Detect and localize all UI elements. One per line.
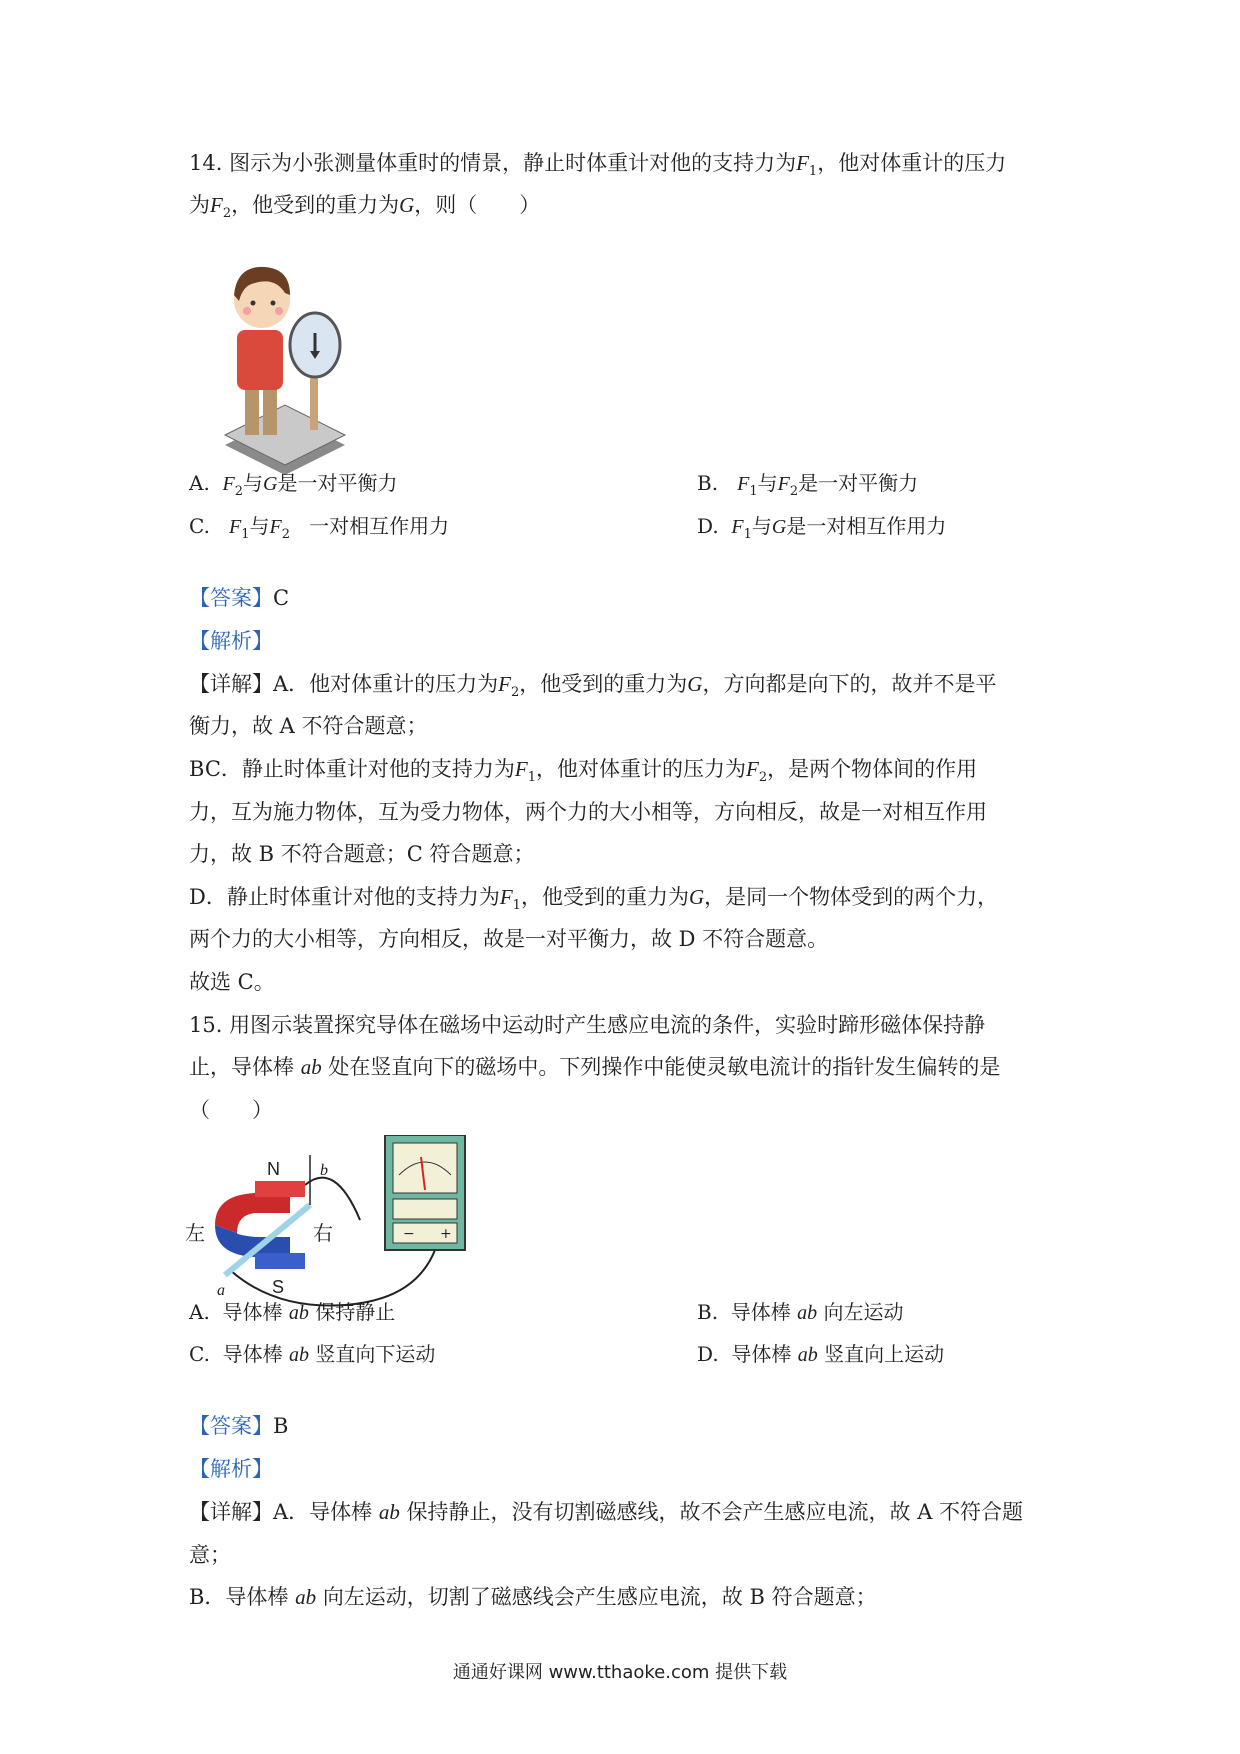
q14-option-a[interactable]: A. $F_2$与G是一对平衡力 <box>189 471 398 499</box>
svg-text:−: − <box>403 1226 415 1242</box>
point-a-label: a <box>217 1282 225 1299</box>
q14-option-b[interactable]: B. $F_1$与$F_2$是一对平衡力 <box>697 471 919 499</box>
q15-option-b[interactable]: B. 导体棒 ab 向左运动 <box>697 1300 904 1324</box>
q14-detail-line6: D．静止时体重计对他的支持力为$F_1$，他受到的重力为G，是同一个物体受到的两个力， <box>189 885 999 914</box>
point-b-label: b <box>320 1162 328 1179</box>
svg-text:+: + <box>440 1226 452 1242</box>
q15-analysis-label: 【解析】 <box>189 1457 273 1481</box>
q15-stem-line1: 15. 用图示装置探究导体在磁场中运动时产生感应电流的条件，实验时蹄形磁体保持静 <box>189 1013 986 1037</box>
q15-detail-line3: B．导体棒 ab 向左运动，切割了磁感线会产生感应电流，故 B 符合题意； <box>189 1585 877 1609</box>
q14-analysis-label: 【解析】 <box>189 629 273 653</box>
q14-stem-line2: 为$F_2$，他受到的重力为G，则（ ） <box>189 193 541 222</box>
q15-option-a[interactable]: A. 导体棒 ab 保持静止 <box>189 1300 396 1324</box>
q15-stem-line3: （ ） <box>189 1098 273 1122</box>
q14-detail-line1: 【详解】A．他对体重计的压力为$F_2$，他受到的重力为G，方向都是向下的，故并不是平 <box>189 672 997 701</box>
q14-option-d[interactable]: D. $F_1$与G是一对相互作用力 <box>697 514 947 542</box>
q14-detail-line3: BC．静止时体重计对他的支持力为$F_1$，他对体重计的压力为$F_2$，是两个物体间的作用 <box>189 757 978 786</box>
person-weighing-figure <box>215 255 355 475</box>
q15-answer: 【答案】B <box>189 1414 289 1438</box>
right-label: 右 <box>313 1221 333 1245</box>
q14-detail-line8: 故选 C。 <box>189 970 275 994</box>
q14-option-c[interactable]: C. $F_1$与$F_2$ 一对相互作用力 <box>189 514 450 542</box>
q14-detail-line7: 两个力的大小相等，方向相反，故是一对平衡力，故 D 不符合题意。 <box>189 927 829 951</box>
q14-detail-line5: 力，故 B 不符合题意；C 符合题意； <box>189 842 535 866</box>
south-pole-label: S <box>272 1277 285 1297</box>
q14-detail-line2: 衡力，故 A 不符合题意； <box>189 714 428 738</box>
q15-option-c[interactable]: C. 导体棒 ab 竖直向下运动 <box>189 1342 436 1366</box>
left-label: 左 <box>185 1221 205 1245</box>
q14-answer: 【答案】C <box>189 586 290 610</box>
q15-detail-line1: 【详解】A．导体棒 ab 保持静止，没有切割磁感线，故不会产生感应电流，故 A 不符合题 <box>189 1500 1024 1524</box>
q15-option-d[interactable]: D. 导体棒 ab 竖直向上运动 <box>697 1342 945 1366</box>
north-pole-label: N <box>267 1159 280 1179</box>
q15-detail-line2: 意； <box>189 1543 231 1567</box>
q14-stem-line1: 14. 图示为小张测量体重时的情景，静止时体重计对他的支持力为$F_1$，他对体重计的压力 <box>189 151 1007 180</box>
magnet-galvanometer-figure <box>185 1135 475 1315</box>
q14-detail-line4: 力，互为施力物体，互为受力物体，两个力的大小相等，方向相反，故是一对相互作用 <box>189 800 987 824</box>
q15-stem-line2: 止，导体棒 ab 处在竖直向下的磁场中。下列操作中能使灵敏电流计的指针发生偏转的是 <box>189 1055 1001 1079</box>
page-footer: 通通好课网 www.tthaoke.com 提供下载 <box>452 1662 788 1683</box>
